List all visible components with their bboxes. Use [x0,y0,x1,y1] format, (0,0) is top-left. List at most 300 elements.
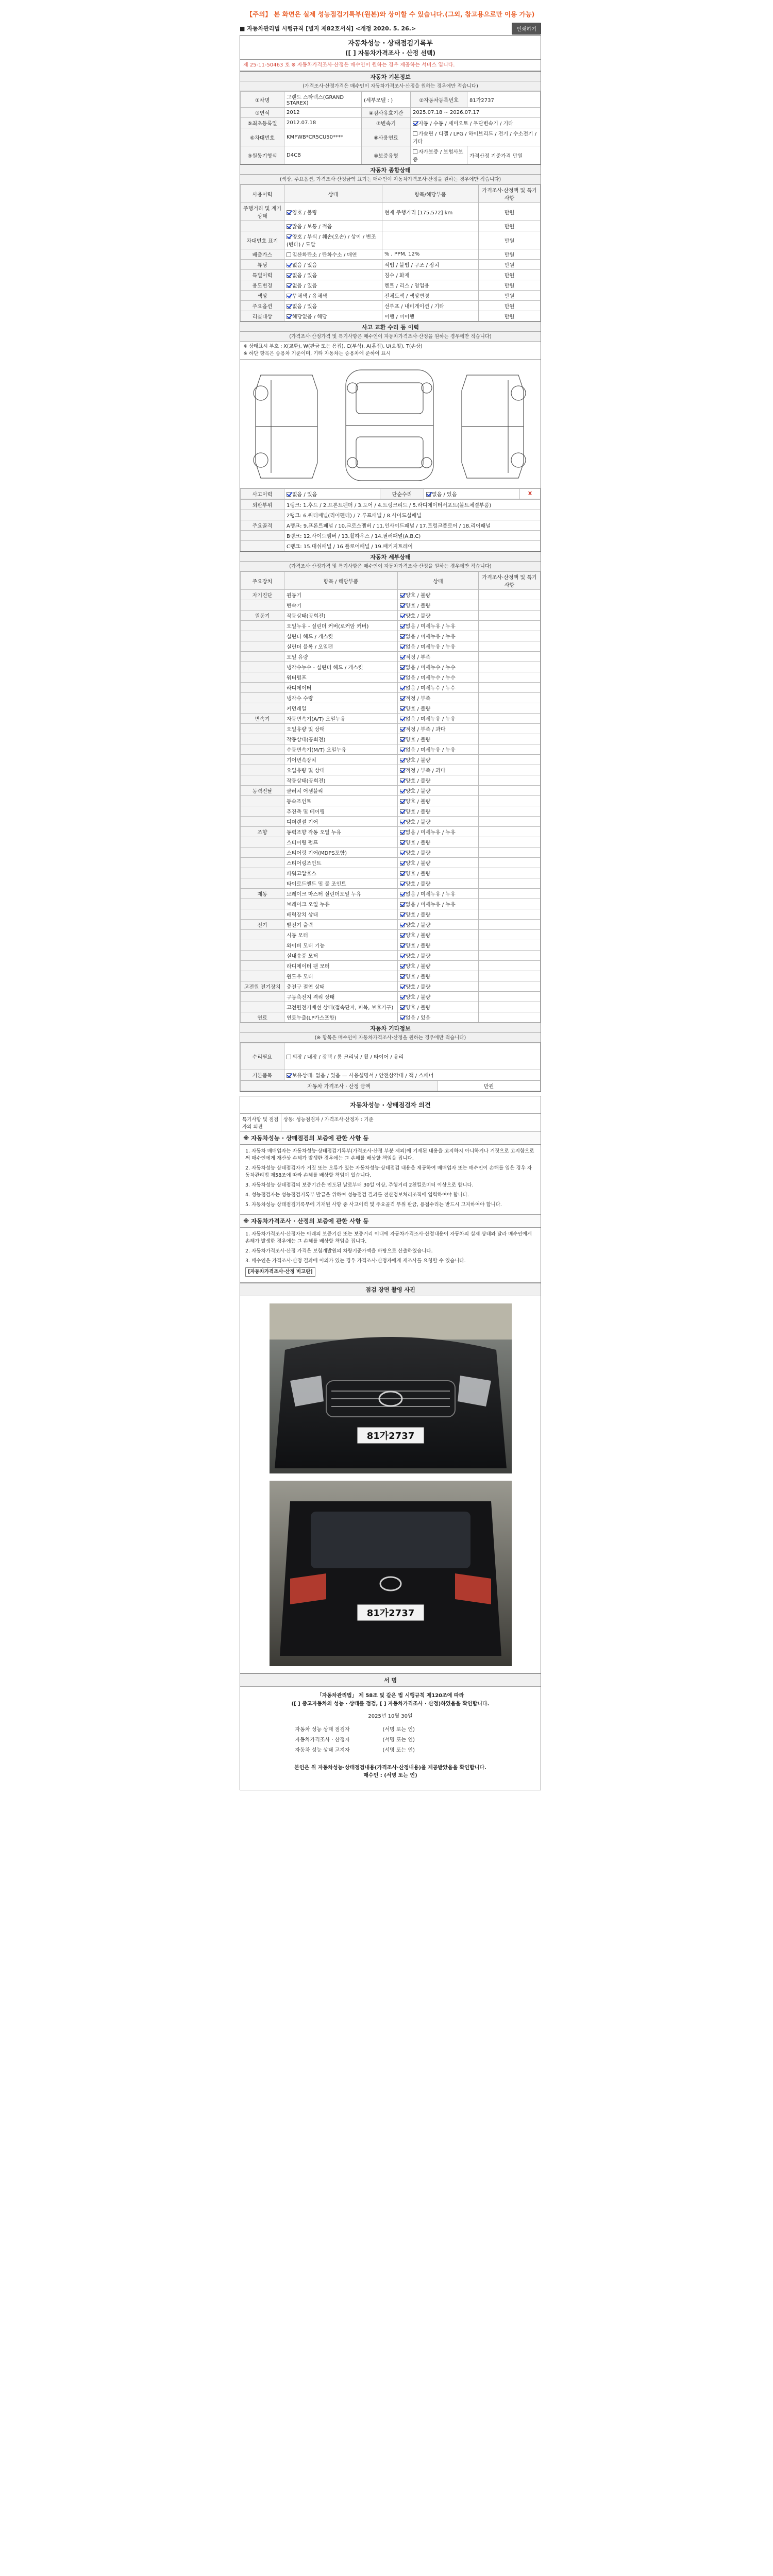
sign-line: 「자동차관리법」 제 58조 및 같은 법 시행규칙 제120조에 따라 [316,1693,464,1699]
frame-items: C랭크: 15.대쉬패널 / 16.플로어패널 / 19.패키지트레이 [284,541,541,551]
device-price [479,652,541,662]
device-group [241,693,284,703]
plate-text: 81가2737 [366,1608,414,1619]
table-row [241,714,541,724]
table-row [241,590,541,600]
device-status [398,940,479,951]
status-options: 양호 / 불량 [406,882,431,887]
device-group [241,971,284,981]
device-item: 브레이크 마스터 실린더오일 누유 [284,889,398,899]
checkbox-checked-icon [400,943,405,948]
device-item: 변속기 [284,600,398,611]
top-bar [240,23,541,34]
device-price [479,714,541,724]
frame-table [240,499,541,551]
notice-item: 2. 자동차성능·상태점검자가 거짓 또는 오류가 있는 자동차성능·상태점검 내용을 제공하여 매매업자 또는 매수인이 손해를 입은 경우 자동차관리법 제58조에 따라 손해를 배상할 책임이 있습니다. [245,1165,532,1178]
row-label: 용도변경 [241,280,284,291]
checkbox-checked-icon [400,892,405,896]
sign-body [240,1687,541,1790]
checkbox-checked-icon [287,273,291,278]
device-price [479,1012,541,1023]
table-row [241,693,541,703]
checkbox-checked-icon [400,655,405,659]
device-group: 변속기 [241,714,284,724]
field-value: 그랜드 스타렉스(GRAND STAREX) [284,92,362,108]
print-button[interactable]: 인쇄하기 [512,23,541,35]
device-price [479,899,541,909]
device-group [241,703,284,714]
checkbox-checked-icon [400,974,405,979]
table-row [241,868,541,878]
device-item: 실린더 블록 / 오일팬 [284,641,398,652]
device-status [398,600,479,611]
device-price [479,744,541,755]
checkbox-checked-icon [400,727,405,732]
device-price [479,724,541,734]
table-row [241,672,541,683]
device-status [398,909,479,920]
frame-group [241,531,284,541]
status-options: 양호 / 불량 [406,614,431,619]
table-row [241,796,541,806]
device-status [398,1012,479,1023]
device-status [398,631,479,641]
device-status [398,899,479,909]
device-status [398,621,479,631]
status-options: 없음 / 미세누유 / 누유 [406,830,456,836]
table-row [241,489,541,499]
extra-options: 외장 / 내장 / 광택 / 룸 크리닝 / 휠 / 타이어 / 유리 [292,1055,404,1060]
extra-table [240,1043,541,1080]
device-item: 작동상태(공회전) [284,734,398,744]
table-row [241,858,541,868]
device-group [241,744,284,755]
table-row [241,878,541,889]
table-row [241,231,541,249]
table-row [241,1043,541,1070]
extra-sub: (※ 항목은 매수인이 자동차가격조사·산정을 원하는 경우에만 적습니다) [240,1033,541,1043]
device-group [241,909,284,920]
opinion-label: 특기사항 및 점검자의 의견 [240,1114,281,1131]
device-group [241,600,284,611]
status-options: 양호 / 불량 [406,964,431,970]
report-meta [240,60,541,71]
table-row [241,510,541,520]
legend-line: ※ 상태표시 부호 : X(교환), W(판금 또는 용접), C(부식), A(흠집), U(요철), T(손상) [243,344,423,349]
table-row [241,683,541,693]
device-status [398,786,479,796]
device-status [398,878,479,889]
checkbox-icon [413,131,417,136]
table-row [241,1002,541,1012]
status-options: 양호 / 불량 [406,840,431,846]
row-label: 특별이력 [241,270,284,280]
table-row [241,848,541,858]
device-item: 동력조향 작동 오일 누유 [284,827,398,837]
device-status [398,683,479,693]
device-price [479,786,541,796]
checkbox-checked-icon [426,492,431,497]
device-price [479,734,541,744]
device-price [479,693,541,703]
device-group [241,899,284,909]
price-result-table [240,1080,541,1091]
checkbox-checked-icon [400,634,405,639]
accident-legend [240,342,541,360]
report-subtitle: ([ ] 자동차가격조사 · 산정 선택) [345,49,435,57]
device-price [479,837,541,848]
signer-label: 자동차 성능 상태 점검자 [295,1727,350,1733]
device-group [241,765,284,775]
notice-warranty-body [240,1145,541,1215]
device-status [398,775,479,786]
field-label: ⑦변속기 [362,118,411,128]
device-status [398,920,479,930]
device-status [398,734,479,744]
device-item: 파워고압호스 [284,868,398,878]
table-row [241,724,541,734]
device-item: 추진축 및 베어링 [284,806,398,817]
field-value [411,128,541,146]
device-group: 고전원 전기장치 [241,981,284,992]
basic-info-sub: (가격조사·산정가격은 매수인이 자동차가격조사·산정을 원하는 경우에만 적습니다) [240,81,541,91]
status-options: 양호 / 불량 [406,923,431,928]
price-cell: 만원 [479,249,541,260]
device-group: 제동 [241,889,284,899]
device-status [398,662,479,672]
status-options: 양호 / 불량 [406,778,431,784]
table-row [241,837,541,848]
checkbox-checked-icon [287,224,291,229]
row-label: 튜닝 [241,260,284,270]
form-law-title: ■ 자동차관리법 시행규칙 [별지 제82호서식] <개정 2020. 5. 26.> [240,25,416,32]
table-row [241,1070,541,1080]
status-options: 해당없음 / 해당 [292,314,327,320]
status-cell [284,260,382,270]
status-options: 양호 / 불량 [406,912,431,918]
field-label: ③연식 [241,108,284,118]
table-row [241,786,541,796]
notice-item: 5. 자동차성능·상태점검기록부에 기재된 사항 중 사고이력 및 주요골격 부위 판금, 용접수리는 반드시 고지하여야 합니다. [245,1202,502,1208]
status-options: 양호 / 불량 [406,851,431,856]
checkbox-checked-icon [400,1005,405,1010]
status-options: 없음 / 미세누수 / 누수 [406,665,456,671]
checkbox-checked-icon [400,665,405,670]
status-options: 양호 / 불량 [406,737,431,743]
device-group [241,641,284,652]
checkbox-checked-icon [400,686,405,690]
status-options: 많음 / 보통 / 적음 [292,224,332,230]
status-options: 양호 / 불량 [406,861,431,867]
checkbox-checked-icon [400,851,405,855]
checkbox-icon [413,149,417,154]
signer-value: (서명 또는 인) [382,1748,415,1753]
device-price [479,806,541,817]
device-status [398,765,479,775]
device-price [479,827,541,837]
extra-value [284,1043,541,1070]
detail-title: 자동차 세부상태 [240,551,541,562]
device-price [479,951,541,961]
device-item: 기어변속장치 [284,755,398,765]
device-price [479,920,541,930]
device-group [241,992,284,1002]
simple-repair-value [424,489,520,499]
table-row [241,1012,541,1023]
status-options: 양호 / 불량 [406,603,431,609]
device-item: 냉각수누수 - 실린더 헤드 / 개스킷 [284,662,398,672]
report-number-line: 제 25-11-50463 호 ※ 자동차가격조사·산정은 매수인이 원하는 경우 제공하는 서비스 입니다. [243,62,455,68]
item-cell: 선루프 / 내비게이션 / 기타 [382,301,479,311]
price-basis-label: 가격산정 기준가격 [469,153,511,159]
status-options: 없음 / 있음 [292,273,317,279]
device-status [398,930,479,940]
signer-value: (서명 또는 인) [382,1727,415,1733]
signer-row [240,1745,541,1756]
table-row [241,221,541,231]
row-label: 주요옵션 [241,301,284,311]
device-status [398,951,479,961]
status-cell [284,311,382,321]
device-status [398,796,479,806]
device-group [241,878,284,889]
device-price [479,672,541,683]
device-status [398,858,479,868]
table-row [241,889,541,899]
item-cell: 전체도색 / 색상변경 [382,291,479,301]
device-item: 스티어링 기어(MDPS포함) [284,848,398,858]
status-options: 일산화탄소 / 탄화수소 / 매연 [292,252,357,258]
checkbox-checked-icon [287,294,291,298]
status-options: 양호 / 불량 [292,210,317,216]
device-item: 실린더 헤드 / 개스킷 [284,631,398,641]
row-label: 차대번호 표기 [241,231,284,249]
device-group [241,806,284,817]
status-options: 양호 / 불량 [406,593,431,599]
table-row [241,940,541,951]
status-options: 없음 / 미세누유 / 누유 [406,717,456,722]
status-options: 양호 / 불량 [406,871,431,877]
table-row [241,260,541,270]
checkbox-checked-icon [400,985,405,989]
device-group [241,734,284,744]
status-options: 양호 / 부식 / 훼손(오손) / 상이 / 변조(변타) / 도말 [287,234,376,248]
device-item: 발전기 출력 [284,920,398,930]
field-label: ⑧사용연료 [362,128,411,146]
device-group [241,961,284,971]
status-options: 없음 / 있음 [292,283,317,289]
status-cell [284,291,382,301]
checkbox-checked-icon [400,717,405,721]
status-cell [284,249,382,260]
accident-summary-table [240,488,541,499]
checkbox-checked-icon [400,871,405,876]
sign-title: 서 명 [240,1673,541,1687]
status-options: 양호 / 불량 [406,789,431,794]
device-group: 조향 [241,827,284,837]
device-status [398,672,479,683]
checkbox-checked-icon [400,593,405,598]
device-status [398,1002,479,1012]
table-row [241,951,541,961]
checkbox-checked-icon [287,210,291,215]
buyer-signature-line: 매수인 : (서명 또는 인) [363,1773,417,1778]
device-price [479,940,541,951]
table-row [241,909,541,920]
status-options: 양호 / 불량 [406,1005,431,1011]
device-status [398,981,479,992]
device-status [398,724,479,734]
table-row [241,146,541,164]
rear-photo [270,1481,512,1666]
device-item: 스티어링조인트 [284,858,398,868]
device-status [398,590,479,600]
status-options: 양호 / 불량 [406,974,431,980]
device-price [479,930,541,940]
accident-sub: (가격조사·산정가격 및 특기사항은 매수인이 자동차가격조사·산정을 원하는 경우에만 적습니다) [240,332,541,342]
checkbox-checked-icon [400,789,405,793]
device-group [241,837,284,848]
field-label: (세부모델 : ) [362,92,411,108]
total-status-table [240,184,541,321]
device-item: 등속조인트 [284,796,398,806]
checkbox-checked-icon [413,121,417,126]
table-row [241,301,541,311]
price-cell: 만원 [479,221,541,231]
car-photo-front-icon [270,1303,512,1473]
table-row [241,203,541,221]
device-price [479,909,541,920]
field-value [411,146,467,164]
total-status-sub: (색상, 주요옵션, 가격조사·산정금액 표기는 매수인이 자동차가격조사·산정을 원하는 경우에만 적습니다) [240,175,541,184]
accident-options: 없음 / 있음 [292,492,317,498]
table-row [241,128,541,146]
checkbox-checked-icon [400,902,405,907]
item-cell [382,231,479,249]
signer-row [240,1735,541,1745]
checkbox-icon [287,252,291,257]
status-cell [284,280,382,291]
checkbox-checked-icon [287,283,291,288]
device-group [241,951,284,961]
table-row [241,621,541,631]
item-cell: 이행 / 미이행 [382,311,479,321]
photos-title: 점검 장면 촬영 사진 [240,1283,541,1296]
device-price [479,662,541,672]
status-options: 없음 / 미세누유 / 누유 [406,634,456,640]
device-price [479,848,541,858]
device-status [398,652,479,662]
device-item: 오일유량 및 상태 [284,765,398,775]
device-price [479,631,541,641]
device-group [241,652,284,662]
item-cell: 렌트 / 리스 / 영업용 [382,280,479,291]
checkbox-checked-icon [287,234,291,239]
front-photo [270,1303,512,1473]
device-item: 작동상태(공회전) [284,775,398,786]
checkbox-checked-icon [287,263,291,267]
device-group [241,724,284,734]
device-price [479,590,541,600]
table-header-row [241,572,541,590]
status-options: 없음 / 미세누유 / 누유 [406,902,456,908]
column-header: 가격조사·산정액 및 특기사항 [479,185,541,203]
checkbox-checked-icon [400,1015,405,1020]
device-item: 구동축전지 격리 상태 [284,992,398,1002]
extra-title: 자동차 기타정보 [240,1023,541,1033]
checkbox-checked-icon [400,933,405,938]
notice-item: 3. 자동차성능·상태점검의 보증기간은 인도된 날로부터 30일 이상, 주행거리 2천킬로미터 이상으로 합니다. [245,1182,474,1188]
status-options: 양호 / 불량 [406,758,431,764]
table-row [241,531,541,541]
device-item: 오일 유량 [284,652,398,662]
status-options: 양호 / 불량 [406,820,431,825]
detail-sub: (가격조사·산정가격 및 특기사항은 매수인이 자동차가격조사·산정을 원하는 경우에만 적습니다) [240,562,541,571]
device-status [398,992,479,1002]
device-group [241,662,284,672]
status-options: 양호 / 불량 [406,809,431,815]
table-row [241,765,541,775]
table-row [241,806,541,817]
table-row [241,744,541,755]
notice-item: 1. 자동차 매매업자는 자동차성능·상태점검기록부(가격조사·산정 부분 제외)에 기재된 내용을 고지하지 아니하거나 거짓으로 고지함으로써 매수인에게 재산상 손해가 발생한 경우에는 그 손해를 배상할 책임을 집니다. [245,1148,534,1161]
frame-items: 2랭크: 6.쿼터패널(리어펜더) / 7.루프패널 / 8.사이드실패널 [284,510,541,520]
device-status [398,611,479,621]
checkbox-checked-icon [400,778,405,783]
item-cell: % , PPM, 12% [382,249,479,260]
device-group: 자기진단 [241,590,284,600]
warning-banner: 【주의】 본 화면은 실제 성능점검기록부(원본)와 상이할 수 있습니다.(그외, 참고용으로만 이용 가능) [246,10,535,18]
device-status [398,755,479,765]
table-row [241,961,541,971]
device-item: 커먼레일 [284,703,398,714]
checkbox-checked-icon [287,304,291,309]
table-row [241,1081,541,1091]
checkbox-checked-icon [400,645,405,649]
status-options: 적정 / 부족 [406,655,431,660]
buyer-confirmation [240,1756,541,1785]
frame-group: 외판부위 [241,500,284,510]
column-header: 가격조사·산정액 및 특기사항 [479,572,541,590]
extra-value [284,1070,541,1080]
table-row [241,734,541,744]
accident-label: 사고이력 [241,489,284,499]
checkbox-checked-icon [400,706,405,711]
device-item: 자동변속기(A/T) 오일누유 [284,714,398,724]
table-row [241,703,541,714]
opinion-box [240,1096,541,1790]
table-row [241,652,541,662]
device-status [398,806,479,817]
table-row [241,971,541,981]
status-options: 적정 / 부족 [406,696,431,702]
checkbox-checked-icon [400,799,405,804]
item-cell [382,221,479,231]
device-status [398,848,479,858]
device-price [479,868,541,878]
device-item: 윈도우 모터 [284,971,398,981]
device-price [479,755,541,765]
checkbox-checked-icon [287,1073,291,1078]
device-item: 워터펌프 [284,672,398,683]
device-price [479,611,541,621]
field-value [411,118,541,128]
accident-mark: X [520,489,541,499]
checkbox-checked-icon [400,830,405,835]
opinion-value: 상동: 성능점검자 / 가격조사·산정자 : 기준 [283,1117,374,1123]
device-group [241,672,284,683]
table-row [241,270,541,280]
